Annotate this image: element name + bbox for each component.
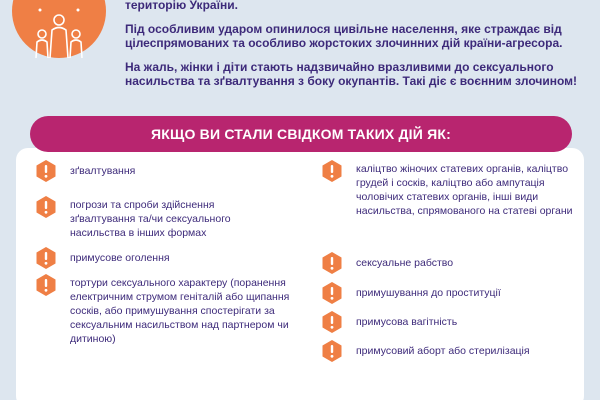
list-item-text: сексуальне рабство xyxy=(356,257,454,269)
warning-hexagon-icon xyxy=(322,160,342,182)
list-item-text: погрози та спроби здійснення зґвалтування та/чи сексуального насильства в інших формах xyxy=(70,199,231,239)
list-item-text: тортури сексуального характеру (поранення електричним струмом геніталій або щипання сосків, або примушування спостерігати за сексуальним насильством над партнером чи дитиною) xyxy=(70,277,290,345)
warning-hexagon-icon xyxy=(322,311,342,333)
warning-hexagon-icon xyxy=(322,340,342,362)
list-item-text: зґвалтування xyxy=(70,165,136,177)
list-item xyxy=(36,160,270,182)
list-item xyxy=(36,196,275,240)
warning-hexagon-icon xyxy=(36,196,56,218)
list-item xyxy=(322,340,586,362)
intro-paragraph-2: Під особливим ударом опинилося цивільне населення, яке страждає від цілеспрямованих та особливо жорстоких злочинних дій країни-агресора. xyxy=(125,22,563,50)
list-item xyxy=(322,160,586,218)
list-item xyxy=(322,282,576,304)
list-item-text: примусове оголення xyxy=(70,252,170,264)
family-logo-icon xyxy=(12,0,106,58)
warning-hexagon-icon xyxy=(322,282,342,304)
list-item xyxy=(322,311,576,333)
list-item-text: примушування до проституції xyxy=(356,287,501,299)
list-item xyxy=(36,274,290,346)
warning-hexagon-icon xyxy=(322,252,342,274)
warning-hexagon-icon xyxy=(36,274,56,296)
intro-text xyxy=(125,0,595,98)
crimes-list-card xyxy=(16,148,584,400)
section-banner: ЯКЩО ВИ СТАЛИ СВІДКОМ ТАКИХ ДІЙ ЯК: xyxy=(30,116,572,152)
warning-hexagon-icon xyxy=(36,247,56,269)
warning-hexagon-icon xyxy=(36,160,56,182)
list-item xyxy=(36,247,270,269)
intro-paragraph-3: На жаль, жінки і діти стають надзвичайно вразливими до сексуального насильства та зґвалтування з боку окупантів. Такі діє є воєнним злочином! xyxy=(125,60,577,88)
list-item xyxy=(322,252,576,274)
list-item-text: каліцтво жіночих статевих органів, каліцтво грудей і сосків, каліцтво або ампутація чоловічих статевих органів, інші види насильства, спрямованого на статеві органи xyxy=(356,163,573,217)
intro-line-1: територію України. xyxy=(125,0,238,12)
list-item-text: примусовий аборт або стерилізація xyxy=(356,345,530,357)
list-item-text: примусова вагітність xyxy=(356,316,458,328)
